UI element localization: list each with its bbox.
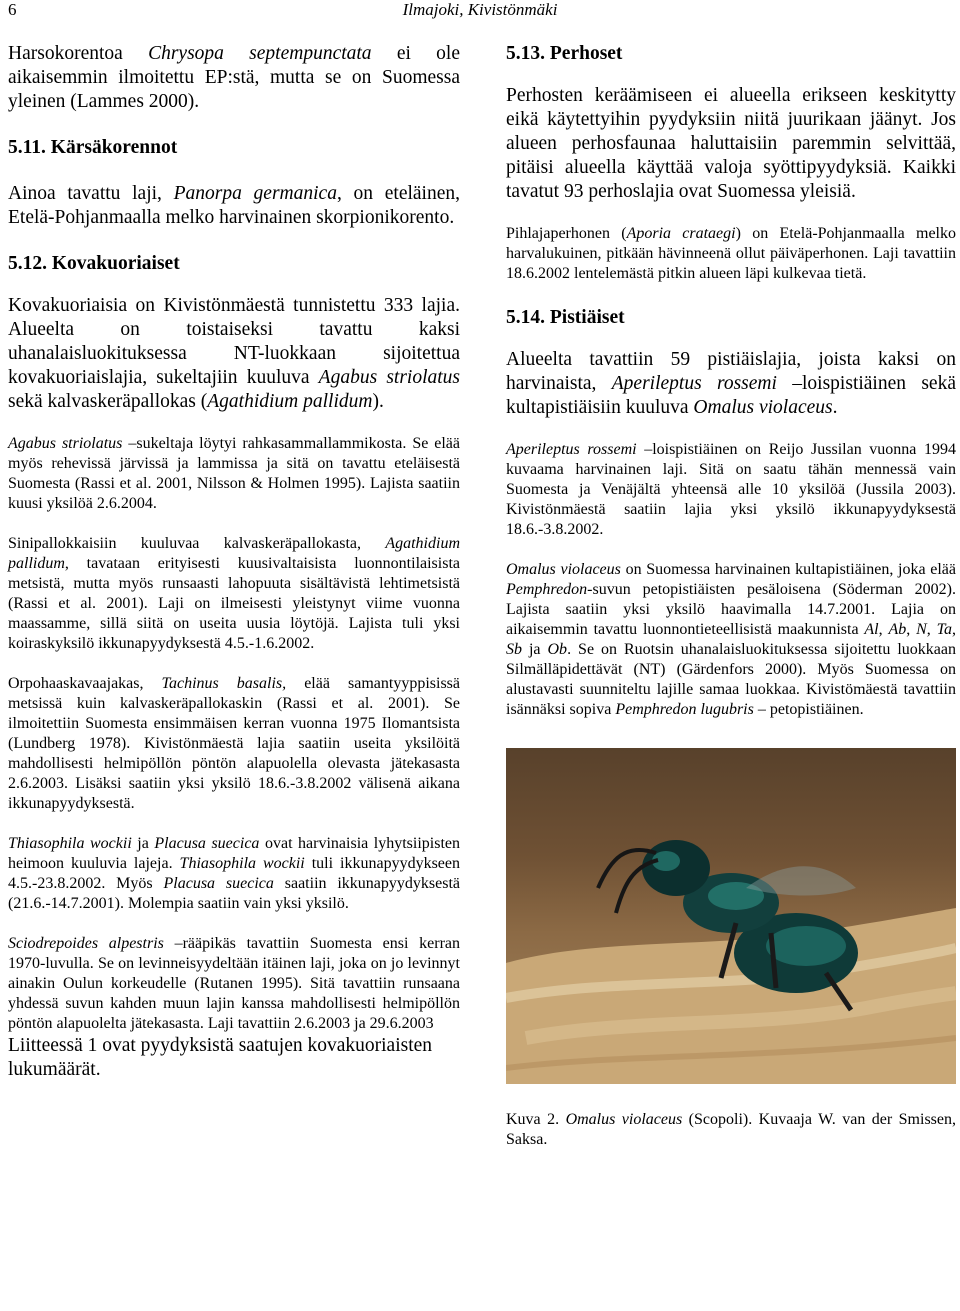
species-name: Aperileptus rossemi	[611, 373, 777, 394]
section-heading-5-12: 5.12. Kovakuoriaiset	[8, 253, 180, 274]
species-name: Panorpa germanica	[173, 183, 337, 204]
species-name: Sciodrepoides alpestris	[8, 935, 164, 952]
paragraph-aperileptus: Aperileptus rossemi –loispistiäinen on Reijo Jussilan vuonna 1994 kuvaama harvinainen laji. Sitä on saatu tähän mennessä vain Suomesta ja Venäjältä yhteensä alle 10 yksilöä (Jussila 2003). Kivistönmäestä saatiin lajia yksi yksilö ikkunapyydyksestä 18.6.-3.8.2002.	[506, 441, 957, 538]
left-column	[8, 42, 460, 1082]
species-name: Tachinus basalis,	[161, 675, 287, 692]
paragraph-agathidium: Sinipallokkaisiin kuuluvaa kalvaskeräpallokasta, Agathidium pallidum, tavataan erityisesti kuusivaltaisista luonnontilaisista metsistä, mutta myös runsaasti lahopuuta sisältävistä lehtimetsistä (Rassi et al. 2001). Laji on ilmeisesti yleistynyt viime vuonna maassamme, sillä siitä on useita uusia löytöjä. Lajista tuli yksi koiraskyksilö ikkunapyydyksestä 4.5.-1.6.2002.	[8, 535, 460, 652]
species-name: Chrysopa septempunctata	[148, 43, 372, 64]
species-name: Agabus striolatus	[8, 435, 123, 452]
species-name: Pemphredon lugubris	[615, 701, 754, 718]
running-head: Ilmajoki, Kivistönmäki	[402, 0, 558, 19]
species-name: Placusa suecica	[154, 835, 260, 852]
paragraph-kovakuoriaiset: Kovakuoriaisia on Kivistönmäestä tunnistettu 333 lajia. Alueelta on toistaiseksi tavattu kaksi uhanalaisluokituksessa NT-luokkaan sijoitettua kovakuoriaislajia, sukeltajiin kuuluva Agabus striolatus sekä kalvaskeräpallokas (Agathidium pallidum).	[8, 295, 461, 412]
page-number: 6	[8, 0, 17, 19]
paragraph-tachinus: Orpohaaskavaajakas, Tachinus basalis, elää samantyyppisissä metsissä kuin kalvaskeräpallokaskin (Rassi et al. 2001). Se ilmoitettiin Suomesta ensimmäisen kerran vuonna 1975 Ilomantsista (Lundberg 1978). Kivistönmäestä lajia saatiin useita yksilöitä mahdollisesti helmipöllön pöntön alapuolella olevasta jätekasasta 2.6.2003. Lisäksi saatiin yksi yksilö 18.6.-3.8.2002 välisenä aikana ikkunapyydyksestä.	[8, 675, 460, 812]
section-heading-5-13: 5.13. Perhoset	[506, 43, 623, 64]
paragraph-appendix-note: Liitteessä 1 ovat pyydyksistä saatujen kovakuoriaisten lukumäärät.	[8, 1035, 433, 1080]
wasp-illustration	[506, 748, 956, 1084]
section-heading-5-14: 5.14. Pistiäiset	[506, 307, 625, 328]
species-name: Omalus violaceus	[506, 561, 621, 578]
species-name: Agabus striolatus	[318, 367, 461, 388]
species-name: Omalus violaceus	[565, 1111, 683, 1128]
species-name: Pemphredon	[506, 581, 588, 598]
species-name: Placusa suecica	[163, 875, 274, 892]
page-header	[8, 0, 952, 24]
paragraph-pistiaiset: Alueelta tavattiin 59 pistiäislajia, joista kaksi on harvinaista, Aperileptus rossemi –loispistiäinen sekä kultapistiäisiin kuuluva Omalus violaceus.	[506, 349, 956, 418]
paragraph-sciodrepoides: Sciodrepoides alpestris –rääpikäs tavattiin Suomesta ensi kerran 1970-luvulla. Se on levinneisyydeltään itäinen laji, joka on jo levinnyt ainakin Oulun korkeudelle (Rutanen 1995). Sitä tavattiin runsaana yhdessä suvun kahden muun lajin kanssa mahdollisesti helmipöllön pöntön alapuolelta jätekasasta. Laji tavattiin 2.6.2003 ja 29.6.2003	[8, 935, 461, 1032]
species-name: Thiasophila wockii	[8, 835, 132, 852]
species-name: Agathidium pallidum	[8, 535, 460, 572]
species-name: Omalus violaceus	[693, 397, 833, 418]
paragraph-thiasophila: Thiasophila wockii ja Placusa suecica ovat harvinaisia lyhytsiipisten heimoon kuuluvia lajeja. Thiasophila wockii tuli ikkunapyydykseen 4.5.-23.8.2002. Myös Placusa suecica saatiin ikkunapyydyksestä (21.6.-14.7.2001). Molempia saatiin vain yksi yksilö.	[8, 835, 461, 912]
right-column	[506, 42, 956, 1150]
paragraph-perhoset: Perhosten keräämiseen ei alueella erikseen keskitytty eikä käytettyihin pyydyksiin niitä juurikaan jäänyt. Jos alueen perhosfaunaa haluttaisiin paremmin selvittää, pitäisi alueella käyttää valoja syöttipyydyksiä. Kaikki tavatut 93 perhoslajia ovat Suomessa yleisiä.	[506, 85, 956, 202]
wasp-photo	[506, 748, 956, 1084]
paragraph-chrysopa: Harsokorentoa Chrysopa septempunctata ei ole aikaisemmin ilmoitettu EP:stä, mutta se on Suomessa yleinen (Lammes 2000).	[8, 43, 460, 112]
section-heading-5-11: 5.11. Kärsäkorennot	[8, 137, 178, 158]
figure-caption: Kuva 2. Omalus violaceus (Scopoli). Kuvaaja W. van der Smissen, Saksa.	[506, 1111, 956, 1148]
species-name: Agathidium pallidum	[207, 391, 373, 412]
paragraph-panorpa: Ainoa tavattu laji, Panorpa germanica, on eteläinen, Etelä-Pohjanmaalla melko harvinainen skorpionikorento.	[8, 183, 460, 228]
species-name: Thiasophila wockii	[179, 855, 305, 872]
species-name: Aporia crataegi	[626, 225, 736, 242]
species-name: Aperileptus rossemi	[506, 441, 637, 458]
paragraph-agabus: Agabus striolatus –sukeltaja löytyi rahkasammallammikosta. Se elää myös rehevissä järvissä ja lammissa ja sitä on tavattu eteläisestä Suomesta (Rassi et al. 2001, Nilsson & Holmen 1995). Lajista saatiin kuusi yksilöä 2.6.2004.	[8, 435, 460, 512]
paragraph-omalus: Omalus violaceus on Suomessa harvinainen kultapistiäinen, joka elää Pemphredon-suvun petopistiäisten pesäloisena (Söderman 2002). Lajista saatiin yksi yksilö haavimalla 14.7.2001. Lajia on aikaisemmin tavattu luonnontieteellisistä maakunnista Al, Ab, N, Ta, Sb ja Ob. Se on Ruotsin uhanalaisluokituksessa sijoitettu luokkaan Silmälläpidettävät (NT) (Gärdenfors 2000). Myös Suomessa on alustavasti suunniteltu lajille samaa luokkaa. Kivistömäestä tavattiin isännäksi sopiva Pemphredon lugubris – petopistiäinen.	[506, 561, 957, 718]
paragraph-aporia: Pihlajaperhonen (Aporia crataegi) on Etelä-Pohjanmaalla melko harvalukuinen, pitkään hävinneenä ollut päiväperhonen. Laji tavattiin 18.6.2002 lentelemästä pitkin alueen läpi kulkevaa tietä.	[506, 225, 956, 282]
